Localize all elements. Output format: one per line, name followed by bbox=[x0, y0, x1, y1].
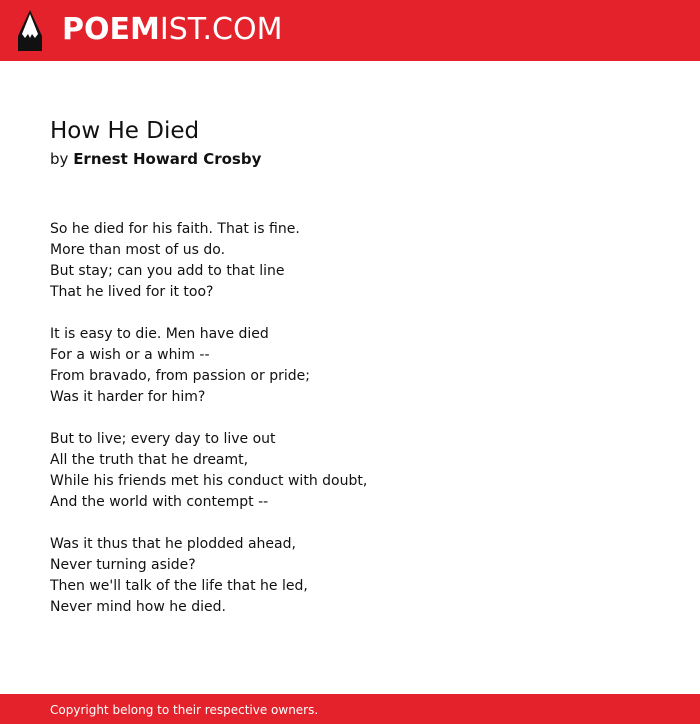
site-logo[interactable] bbox=[62, 12, 282, 48]
by-label: by bbox=[50, 150, 69, 168]
stanza bbox=[50, 429, 367, 513]
poem-line: While his friends met his conduct with doubt, bbox=[50, 473, 368, 489]
poem-title: How He Died bbox=[50, 118, 200, 144]
brand-name-bold: POEM bbox=[62, 12, 160, 47]
site-footer bbox=[0, 694, 700, 724]
stanza bbox=[50, 324, 367, 408]
author-link[interactable]: Ernest Howard Crosby bbox=[73, 150, 262, 168]
poem-line: And the world with contempt -- bbox=[50, 494, 269, 510]
poem-line: Then we'll talk of the life that he led, bbox=[50, 578, 308, 594]
pencil-tip-icon[interactable] bbox=[18, 10, 42, 51]
poem-line: So he died for his faith. That is fine. bbox=[50, 221, 300, 237]
poem-line: More than most of us do. bbox=[50, 242, 226, 258]
poem-body bbox=[50, 219, 367, 639]
stanza bbox=[50, 219, 367, 303]
site-header bbox=[0, 0, 700, 61]
byline bbox=[50, 149, 261, 169]
poem-line: Was it harder for him? bbox=[50, 389, 206, 405]
poem-line: But stay; can you add to that line bbox=[50, 263, 285, 279]
poem-line: From bravado, from passion or pride; bbox=[50, 368, 310, 384]
poem-line: That he lived for it too? bbox=[50, 284, 214, 300]
brand-name-light: IST.COM bbox=[159, 12, 283, 47]
poem-line: But to live; every day to live out bbox=[50, 431, 276, 447]
poem-line: Never turning aside? bbox=[50, 557, 196, 573]
poem-line: It is easy to die. Men have died bbox=[50, 326, 269, 342]
stanza bbox=[50, 534, 367, 618]
poem-line: All the truth that he dreamt, bbox=[50, 452, 249, 468]
poem-line: Was it thus that he plodded ahead, bbox=[50, 536, 296, 552]
copyright-text: Copyright belong to their respective owners. bbox=[50, 703, 319, 717]
poem-line: For a wish or a whim -- bbox=[50, 347, 210, 363]
poem-line: Never mind how he died. bbox=[50, 599, 226, 615]
